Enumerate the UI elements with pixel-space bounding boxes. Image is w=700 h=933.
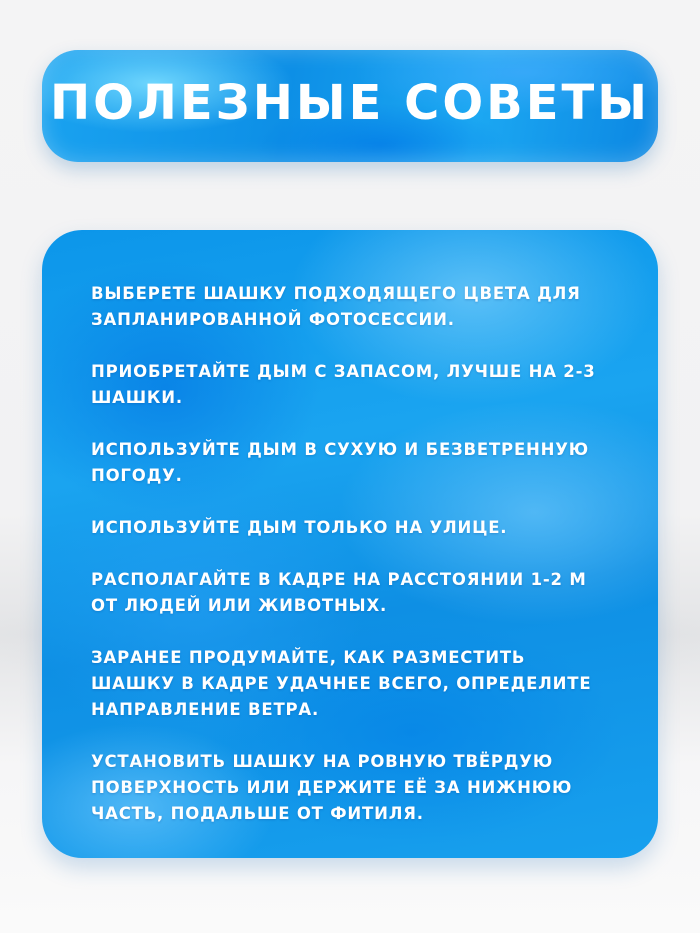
page-title: ПОЛЕЗНЫЕ СОВЕТЫ [49, 75, 651, 131]
tip-item: ПРИОБРЕТАЙТЕ ДЫМ С ЗАПАСОМ, ЛУЧШЕ НА 2-3 ШАШКИ. [91, 362, 596, 407]
tip-item: ИСПОЛЬЗУЙТЕ ДЫМ В СУХУЮ И БЕЗВЕТРЕННУЮ ПОГОДУ. [91, 440, 589, 485]
tips-list [91, 281, 611, 827]
tip-item: ИСПОЛЬЗУЙТЕ ДЫМ ТОЛЬКО НА УЛИЦЕ. [91, 518, 508, 537]
tips-card [42, 230, 658, 858]
tip-item: РАСПОЛАГАЙТЕ В КАДРЕ НА РАССТОЯНИИ 1-2 М ОТ ЛЮДЕЙ ИЛИ ЖИВОТНЫХ. [91, 570, 587, 615]
tip-item: ВЫБЕРЕТЕ ШАШКУ ПОДХОДЯЩЕГО ЦВЕТА ДЛЯ ЗАПЛАНИРОВАННОЙ ФОТОСЕССИИ. [91, 284, 581, 329]
tip-item: ЗАРАНЕЕ ПРОДУМАЙТЕ, КАК РАЗМЕСТИТЬ ШАШКУ В КАДРЕ УДАЧНЕЕ ВСЕГО, ОПРЕДЕЛИТЕ НАПРАВЛЕНИЕ ВЕТРА. [91, 648, 592, 719]
tip-item: УСТАНОВИТЬ ШАШКУ НА РОВНУЮ ТВЁРДУЮ ПОВЕРХНОСТЬ ИЛИ ДЕРЖИТЕ ЕЁ ЗА НИЖНЮЮ ЧАСТЬ, ПОДАЛЬШЕ ОТ ФИТИЛЯ. [91, 752, 573, 823]
title-banner [42, 50, 658, 162]
